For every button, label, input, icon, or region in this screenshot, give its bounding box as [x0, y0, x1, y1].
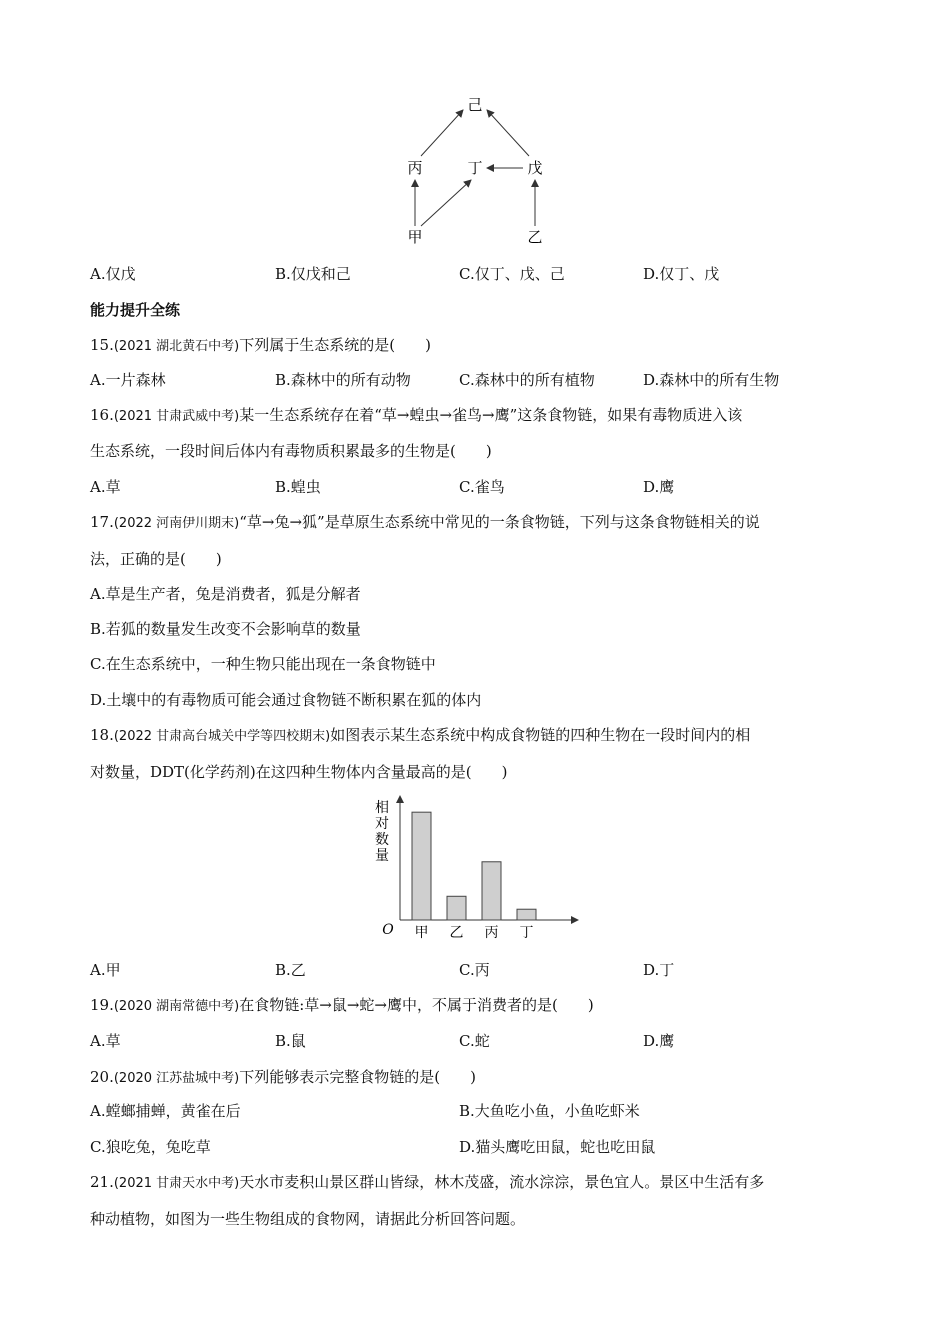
q20-text: 下列能够表示完整食物链的是( ): [239, 1068, 476, 1086]
q18-option-c: C.丙: [459, 961, 490, 979]
section-title: 能力提升全练: [90, 301, 181, 319]
q15-stem: [90, 335, 431, 357]
bar-2: [482, 862, 501, 920]
q19-option-a: A.草: [90, 1032, 121, 1050]
arrow-bing-ji: [421, 110, 463, 156]
q16-number: 16.: [90, 406, 114, 424]
q17-stem-line1: [90, 512, 760, 534]
q20-option-a: A.螳螂捕蝉，黄雀在后: [90, 1102, 241, 1120]
node-ji: 己: [467, 96, 483, 114]
q16-stem-line1: [90, 405, 742, 427]
q20-number: 20.: [90, 1068, 114, 1086]
q15-number: 15.: [90, 336, 114, 354]
q17-option-c: C.在生态系统中，一种生物只能出现在一条食物链中: [90, 655, 436, 673]
q15-option-a: A.一片森林: [90, 371, 166, 389]
q14-option-b: B.仅戊和己: [275, 265, 351, 283]
q18-text1: 如图表示某生态系统中构成食物链的四种生物在一段时间内的相: [330, 726, 751, 744]
q20-stem: [90, 1067, 476, 1089]
q19-source: (2020 湖南常德中考): [113, 999, 240, 1014]
q20-option-b: B.大鱼吃小鱼，小鱼吃虾米: [459, 1102, 640, 1120]
q17-option-d: D.土壤中的有毒物质可能会通过食物链不断积累在狐的体内: [90, 691, 482, 709]
q16-option-a: A.草: [90, 478, 121, 496]
q19-option-b: B.鼠: [275, 1032, 306, 1050]
q15-source: (2021 湖北黄石中考): [113, 339, 240, 354]
q19-option-c: C.蛇: [459, 1032, 490, 1050]
category-label-3: 丁: [519, 925, 534, 941]
q14-option-a: A.仅戊: [90, 265, 136, 283]
category-label-1: 乙: [449, 925, 464, 941]
q18-number: 18.: [90, 726, 114, 744]
q17-option-a: A.草是生产者，兔是消费者，狐是分解者: [90, 585, 361, 603]
q16-option-d: D.鹰: [643, 478, 675, 496]
q20-option-c: C.狼吃兔，兔吃草: [90, 1138, 211, 1156]
q16-source: (2021 甘肃武威中考): [113, 409, 240, 424]
q16-option-c: C.雀鸟: [459, 478, 505, 496]
q18-option-d: D.丁: [643, 961, 675, 979]
y-label-char-3: 数: [375, 832, 389, 848]
node-bing: 丙: [407, 159, 423, 177]
q17-stem-line2: 法，正确的是( ): [90, 550, 222, 568]
node-yi: 乙: [527, 228, 543, 246]
q15-text: 下列属于生态系统的是( ): [239, 336, 431, 354]
q20-option-d: D.猫头鹰吃田鼠，蛇也吃田鼠: [459, 1138, 656, 1156]
y-label-char-4: 量: [375, 848, 389, 864]
q14-option-d: D.仅丁、戊: [643, 265, 720, 283]
q21-number: 21.: [90, 1173, 114, 1191]
q17-option-b: B.若狐的数量发生改变不会影响草的数量: [90, 620, 361, 638]
q18-stem-line2: 对数量，DDT(化学药剂)在这四种生物体内含量最高的是( ): [90, 763, 508, 781]
q21-stem-line2: 种动植物，如图为一些生物组成的食物网，请据此分析回答问题。: [90, 1210, 526, 1228]
bar-3: [517, 909, 536, 920]
q19-option-d: D.鹰: [643, 1032, 675, 1050]
arrow-jia-ding: [421, 180, 471, 226]
y-label-char-2: 对: [375, 816, 389, 832]
category-label-0: 甲: [414, 925, 429, 941]
node-ding: 丁: [467, 159, 483, 177]
q21-source: (2021 甘肃天水中考): [113, 1176, 240, 1191]
q19-text: 在食物链:草→鼠→蛇→鹰中，不属于消费者的是( ): [239, 996, 594, 1014]
q18-stem-line1: [90, 725, 750, 747]
node-jia: 甲: [407, 228, 423, 246]
q15-option-d: D.森林中的所有生物: [643, 371, 780, 389]
q17-number: 17.: [90, 513, 114, 531]
food-web-diagram: [395, 90, 565, 250]
y-label-char-1: 相: [375, 800, 389, 816]
arrow-wu-ji: [487, 110, 529, 156]
bar-0: [412, 812, 431, 920]
q16-stem-line2: 生态系统，一段时间后体内有毒物质积累最多的生物是( ): [90, 442, 492, 460]
q15-option-b: B.森林中的所有动物: [275, 371, 411, 389]
q15-option-c: C.森林中的所有植物: [459, 371, 595, 389]
q21-stem-line1: [90, 1172, 764, 1194]
category-label-2: 丙: [484, 925, 499, 941]
bar-1: [447, 896, 466, 920]
q16-text1: 某一生态系统存在着“草→蝗虫→雀鸟→鹰”这条食物链，如果有毒物质进入该: [239, 406, 743, 424]
q19-number: 19.: [90, 996, 114, 1014]
q14-option-c: C.仅丁、戊、己: [459, 265, 565, 283]
relative-quantity-chart: [360, 790, 590, 950]
q18-option-b: B.乙: [275, 961, 306, 979]
q16-option-b: B.蝗虫: [275, 478, 321, 496]
q20-source: (2020 江苏盐城中考): [113, 1071, 240, 1086]
q18-source: (2022 甘肃高台城关中学等四校期末): [113, 729, 331, 744]
q17-source: (2022 河南伊川期末): [113, 516, 240, 531]
origin-label: O: [382, 922, 394, 938]
q17-text1: “草→兔→狐”是草原生态系统中常见的一条食物链，下列与这条食物链相关的说: [239, 513, 760, 531]
q18-option-a: A.甲: [90, 961, 121, 979]
q19-stem: [90, 995, 594, 1017]
node-wu: 戊: [527, 159, 543, 177]
q21-text1: 天水市麦积山景区群山皆绿，林木茂盛，流水淙淙，景色宜人。景区中生活有多: [239, 1173, 765, 1191]
